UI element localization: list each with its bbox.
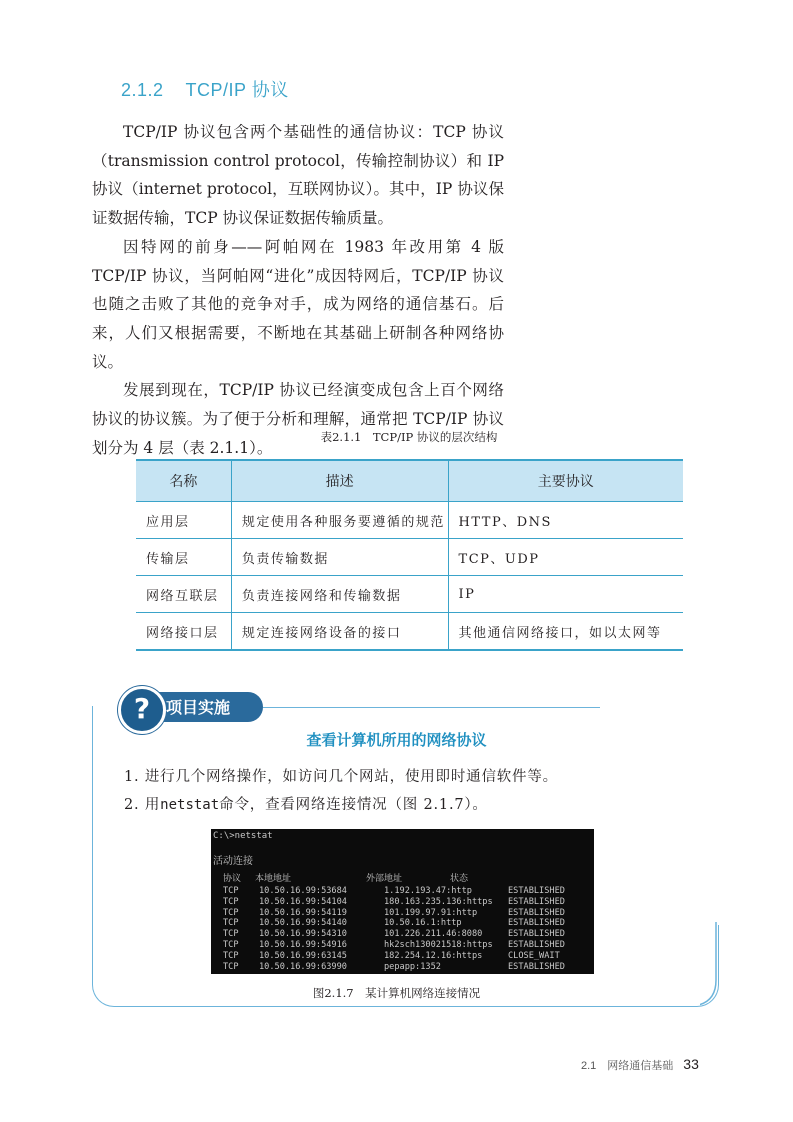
netstat-command: netstat	[160, 797, 220, 813]
row-protocol: TCP	[223, 896, 239, 907]
project-badge-label: 项目实施	[166, 698, 231, 717]
page-number: 33	[683, 1056, 699, 1072]
row-state: CLOSE_WAIT	[508, 950, 560, 961]
row-foreign-address: pepapp:1352	[384, 961, 441, 972]
table-row	[136, 576, 683, 613]
row-local-address: 10.50.16.99:54916	[259, 940, 347, 950]
protocol-layers-table	[136, 459, 683, 651]
step-2-suffix: 命令，查看网络连接情况（图 2.1.7）。	[219, 797, 488, 813]
table-header-row	[136, 460, 683, 502]
table-row	[136, 502, 683, 539]
col-protocol: 协议	[223, 874, 242, 884]
row-protocol: TCP	[223, 886, 239, 896]
row-state: ESTABLISHED	[508, 940, 565, 950]
cell-layer: 网络互联层	[136, 576, 231, 613]
row-foreign-address: 101.199.97.91:http	[384, 907, 478, 918]
row-state: ESTABLISHED	[508, 886, 565, 896]
row-protocol: TCP	[223, 907, 239, 918]
row-foreign-address: hk2sch130021518:https	[384, 940, 493, 950]
row-foreign-address: 182.254.12.16:https	[384, 950, 483, 961]
cell-layer: 应用层	[136, 502, 231, 539]
terminal-window	[211, 829, 594, 974]
figure-caption: 图2.1.7 某计算机网络连接情况	[312, 986, 481, 1000]
question-icon: ?	[118, 686, 166, 734]
row-local-address: 10.50.16.99:63145	[259, 950, 347, 961]
cell-protocols: TCP、UDP	[448, 539, 683, 576]
cell-description: 规定连接网络设备的接口	[231, 613, 448, 651]
row-local-address: 10.50.16.99:54140	[259, 918, 347, 929]
terminal-heading: 活动连接	[213, 856, 253, 867]
footer-section: 2.1 网络通信基础	[581, 1060, 674, 1072]
row-local-address: 10.50.16.99:54104	[259, 896, 347, 907]
project-title: 查看计算机所用的网络协议	[306, 731, 487, 749]
row-local-address: 10.50.16.99:63990	[259, 961, 347, 972]
cell-description: 负责传输数据	[231, 539, 448, 576]
cell-layer: 传输层	[136, 539, 231, 576]
row-state: ESTABLISHED	[508, 907, 565, 918]
row-state: ESTABLISHED	[508, 929, 565, 940]
table-caption: 表2.1.1 TCP/IP 协议的层次结构	[320, 430, 498, 444]
row-protocol: TCP	[223, 940, 239, 950]
terminal-prompt: C:\>netstat	[213, 831, 273, 841]
section-heading	[121, 76, 289, 102]
col-state: 状态	[450, 874, 469, 884]
col-local-address: 本地地址	[255, 874, 292, 884]
cell-description: 负责连接网络和传输数据	[231, 576, 448, 613]
row-protocol: TCP	[223, 929, 239, 940]
table-row	[136, 613, 683, 651]
step-1: 1. 进行几个网络操作，如访问几个网站，使用即时通信软件等。	[124, 769, 558, 785]
row-protocol: TCP	[223, 950, 239, 961]
cell-protocols: IP	[448, 576, 683, 613]
header-description: 描述	[231, 460, 448, 502]
cell-layer: 网络接口层	[136, 613, 231, 651]
table-row	[136, 539, 683, 576]
row-foreign-address: 101.226.211.46:8080	[384, 929, 483, 940]
row-protocol: TCP	[223, 961, 239, 972]
header-name: 名称	[136, 460, 231, 502]
body-text	[92, 118, 504, 462]
row-local-address: 10.50.16.99:54310	[259, 929, 347, 940]
col-foreign-address: 外部地址	[366, 874, 403, 884]
row-state: ESTABLISHED	[508, 896, 565, 907]
row-state: ESTABLISHED	[508, 961, 565, 972]
row-foreign-address: 1.192.193.47:http	[384, 886, 472, 896]
section-title: TCP/IP 协议	[185, 80, 289, 100]
cell-protocols: 其他通信网络接口，如以太网等	[448, 613, 683, 651]
step-2-prefix: 2. 用	[124, 797, 161, 813]
row-protocol: TCP	[223, 918, 239, 929]
paragraph: TCP/IP 协议包含两个基础性的通信协议：TCP 协议（transmission control protocol，传输控制协议）和 IP 协议（internet protocol，互联网协议）。其中，IP 协议保证数据传输，TCP 协议保证数据传输质量。	[92, 123, 504, 228]
cell-protocols: HTTP、DNS	[448, 502, 683, 539]
section-number: 2.1.2	[121, 80, 164, 100]
header-protocols: 主要协议	[448, 460, 683, 502]
row-foreign-address: 180.163.235.136:https	[384, 896, 493, 907]
row-foreign-address: 10.50.16.1:http	[384, 918, 462, 929]
row-state: ESTABLISHED	[508, 918, 565, 929]
step-2	[124, 793, 488, 814]
paragraph: 发展到现在，TCP/IP 协议已经演变成包含上百个网络协议的协议簇。为了便于分析和理解，通常把 TCP/IP 协议划分为 4 层（表 2.1.1）。	[92, 381, 504, 457]
paragraph: 因特网的前身——阿帕网在 1983 年改用第 4 版 TCP/IP 协议，当阿帕网“进化”成因特网后，TCP/IP 协议也随之击败了其他的竞争对手，成为网络的通信基石。后来，人们又根据需要，不断地在其基础上研制各种网络协议。	[92, 237, 504, 371]
row-local-address: 10.50.16.99:54119	[259, 907, 347, 918]
row-local-address: 10.50.16.99:53684	[259, 886, 347, 896]
cell-description: 规定使用各种服务要遵循的规范	[231, 502, 448, 539]
page-footer	[581, 1056, 699, 1073]
